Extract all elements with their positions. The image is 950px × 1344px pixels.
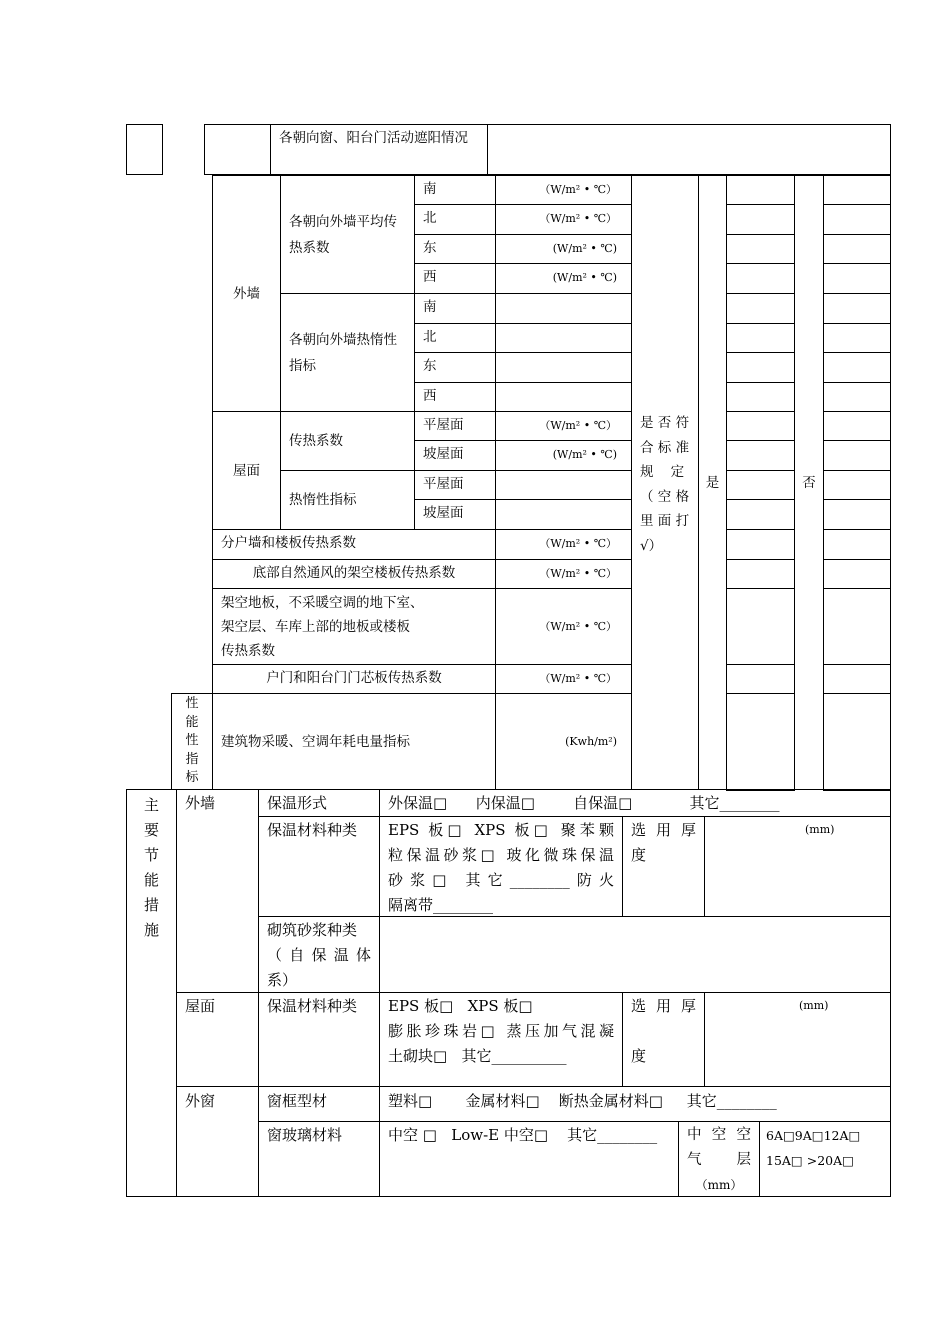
no-checkbox[interactable] — [823, 440, 891, 471]
value-west-inertia — [495, 382, 632, 412]
window-air-line-2: 气 层 — [687, 1152, 751, 1168]
yes-checkbox[interactable] — [726, 382, 795, 412]
unit-energy: (Kwh/m²) — [495, 693, 632, 790]
measures-window-label: 外窗 — [176, 1086, 259, 1197]
outer-wall-group: 外墙 — [212, 175, 281, 412]
perf-char-3: 性 — [185, 733, 199, 749]
wall-thickness-value: (mm) — [704, 816, 891, 917]
roof-thickness-value: (mm) — [704, 992, 891, 1087]
wall-material-line-1: EPS 板□ XPS 板□ 聚苯颗 — [388, 821, 614, 839]
shading-value — [487, 124, 891, 175]
roof-material-label: 保温材料种类 — [258, 992, 380, 1087]
dir-south-inertia: 南 — [414, 293, 496, 324]
yes-checkbox[interactable] — [726, 263, 795, 294]
dir-east-k: 东 — [414, 234, 496, 264]
floor-label — [212, 588, 496, 665]
compliance-line-3: 规 定 — [640, 464, 685, 480]
measures-char-1: 主 — [144, 796, 160, 814]
shading-label: 各朝向窗、阳台门活动遮阳情况 — [270, 124, 488, 175]
dir-north-inertia: 北 — [414, 323, 496, 353]
no-checkbox[interactable] — [823, 664, 891, 694]
perf-group — [171, 693, 213, 790]
window-air-label — [678, 1121, 760, 1197]
no-checkbox[interactable] — [823, 559, 891, 589]
roof-k-label: 传热系数 — [280, 411, 415, 471]
unit-overhead: （W/m² • ℃） — [495, 559, 632, 589]
wall-avg-k-label: 各朝向外墙平均传热系数 — [280, 175, 415, 294]
window-glass-label: 窗玻璃材料 — [258, 1121, 380, 1197]
roof-thickness-line-1: 选 用 厚 — [631, 997, 696, 1015]
window-frame-options: 塑料□ 金属材料□ 断热金属材料□ 其它________ — [379, 1086, 891, 1122]
unit-north-k: （W/m² • ℃） — [495, 204, 632, 235]
value-north-inertia — [495, 323, 632, 353]
energy-label: 建筑物采暖、空调年耗电量指标 — [212, 693, 496, 790]
dir-south-k: 南 — [414, 175, 496, 205]
roof-inertia-label: 热惰性指标 — [280, 470, 415, 530]
wall-form-options: 外保温□ 内保温□ 自保温□ 其它________ — [379, 789, 891, 817]
door-label: 户门和阳台门门芯板传热系数 — [212, 664, 496, 694]
no-checkbox[interactable] — [823, 411, 891, 441]
measures-char-4: 能 — [144, 871, 160, 889]
yes-checkbox[interactable] — [726, 234, 795, 264]
roof-material-line-2: 膨胀珍珠岩□ 蒸压加气混凝 — [388, 1022, 614, 1040]
top-blank-1 — [126, 124, 163, 175]
perf-char-2: 能 — [185, 714, 199, 730]
no-checkbox[interactable] — [823, 175, 891, 205]
value-south-inertia — [495, 293, 632, 324]
perf-char-4: 指 — [185, 751, 199, 767]
perf-char-5: 标 — [185, 770, 199, 786]
compliance-line-1: 是 否 符 — [640, 415, 690, 431]
yes-checkbox[interactable] — [726, 470, 795, 500]
no-checkbox[interactable] — [823, 323, 891, 353]
wall-mortar-value — [379, 916, 891, 993]
value-roof-slope-inertia — [495, 499, 632, 530]
value-east-inertia — [495, 352, 632, 383]
wall-inertia-label: 各朝向外墙热惰性指标 — [280, 293, 415, 412]
roof-flat-inertia: 平屋面 — [414, 470, 496, 500]
compliance-yes: 是 — [698, 175, 727, 790]
no-checkbox[interactable] — [823, 470, 891, 500]
perf-char-1: 性 — [185, 696, 199, 712]
no-checkbox[interactable] — [823, 588, 891, 665]
compliance-line-2: 合 标 准 — [640, 439, 690, 456]
wall-mortar-line-1: 砌筑砂浆种类 — [267, 921, 358, 939]
yes-checkbox[interactable] — [726, 693, 795, 791]
wall-form-label: 保温形式 — [258, 789, 380, 817]
wall-mortar-line-3: 系） — [267, 971, 298, 989]
roof-group: 屋面 — [212, 411, 281, 530]
measures-char-2: 要 — [144, 821, 160, 839]
roof-flat-k: 平屋面 — [414, 411, 496, 441]
measures-char-6: 施 — [144, 921, 160, 939]
partition-label: 分户墙和楼板传热系数 — [212, 529, 496, 560]
roof-material-options — [379, 992, 623, 1087]
roof-thickness-label — [622, 992, 705, 1087]
window-air-option-line-2: 15A□ >20A□ — [766, 1153, 854, 1168]
wall-thickness-label — [622, 816, 705, 917]
no-checkbox[interactable] — [823, 234, 891, 264]
wall-mortar-label — [258, 916, 380, 993]
dir-west-k: 西 — [414, 263, 496, 294]
window-air-options — [759, 1121, 891, 1197]
yes-checkbox[interactable] — [726, 664, 795, 694]
unit-partition: （W/m² • ℃） — [495, 529, 632, 560]
no-checkbox[interactable] — [823, 499, 891, 530]
wall-thickness-line-2: 度 — [631, 846, 647, 864]
dir-north-k: 北 — [414, 204, 496, 235]
wall-mortar-line-2: （ 自 保 温 体 — [267, 946, 371, 964]
no-checkbox[interactable] — [823, 263, 891, 294]
roof-thickness-line-2 — [631, 1019, 696, 1044]
compliance-line-6: √） — [640, 537, 663, 554]
yes-checkbox[interactable] — [726, 293, 795, 324]
measures-wall-label: 外墙 — [176, 789, 259, 993]
dir-east-inertia: 东 — [414, 352, 496, 383]
yes-checkbox[interactable] — [726, 323, 795, 353]
unit-roof-slope-k: (W/m² • ℃) — [495, 440, 632, 471]
yes-checkbox[interactable] — [726, 175, 795, 205]
no-checkbox[interactable] — [823, 352, 891, 383]
roof-thickness-line-3: 度 — [631, 1047, 647, 1065]
yes-checkbox[interactable] — [726, 529, 795, 560]
floor-label-line2: 架空层、车库上部的地板或楼板 — [221, 619, 410, 635]
window-glass-options: 中空 □ Low-E 中空□ 其它________ — [379, 1121, 679, 1197]
yes-checkbox[interactable] — [726, 352, 795, 383]
measures-roof-label: 屋面 — [176, 992, 259, 1087]
window-air-option-line-1: 6A□9A□12A□ — [766, 1128, 861, 1143]
unit-west-k: (W/m² • ℃) — [495, 263, 632, 294]
floor-label-line3: 传热系数 — [221, 643, 275, 659]
yes-checkbox[interactable] — [726, 440, 795, 471]
roof-slope-k: 坡屋面 — [414, 440, 496, 471]
unit-roof-flat-k: （W/m² • ℃） — [495, 411, 632, 441]
unit-floor: （W/m² • ℃） — [495, 588, 632, 665]
yes-checkbox[interactable] — [726, 411, 795, 441]
wall-material-label: 保温材料种类 — [258, 816, 380, 917]
value-roof-flat-inertia — [495, 470, 632, 500]
roof-material-line-1: EPS 板□ XPS 板□ — [388, 997, 533, 1015]
top-blank-2 — [204, 124, 271, 175]
yes-checkbox[interactable] — [726, 499, 795, 530]
no-checkbox[interactable] — [823, 529, 891, 560]
measures-char-3: 节 — [144, 846, 160, 864]
window-air-line-1: 中 空 空 — [687, 1127, 751, 1143]
unit-door: （W/m² • ℃） — [495, 664, 632, 694]
wall-material-line-4: 隔离带________ — [388, 896, 494, 914]
floor-label-line1: 架空地板，不采暖空调的地下室、 — [221, 595, 424, 611]
measures-char-5: 措 — [144, 896, 160, 914]
roof-slope-inertia: 坡屋面 — [414, 499, 496, 530]
overhead-label: 底部自然通风的架空楼板传热系数 — [212, 559, 496, 589]
wall-material-line-2: 粒保温砂浆□ 玻化微珠保温 — [388, 846, 614, 864]
measures-group — [126, 789, 177, 1197]
compliance-no: 否 — [794, 175, 824, 790]
no-checkbox[interactable] — [823, 693, 891, 791]
no-checkbox[interactable] — [823, 382, 891, 412]
dir-west-inertia: 西 — [414, 382, 496, 412]
no-checkbox[interactable] — [823, 204, 891, 235]
yes-checkbox[interactable] — [726, 204, 795, 235]
unit-east-k: (W/m² • ℃) — [495, 234, 632, 264]
window-air-line-3: （mm） — [695, 1178, 743, 1192]
compliance-label — [631, 175, 699, 790]
compliance-line-4: （ 空 格 — [640, 488, 690, 505]
unit-south-k: （W/m² • ℃） — [495, 175, 632, 205]
yes-checkbox[interactable] — [726, 559, 795, 589]
no-checkbox[interactable] — [823, 293, 891, 324]
wall-material-line-3: 砂浆□ 其它________防火 — [388, 871, 614, 889]
window-frame-label: 窗框型材 — [258, 1086, 380, 1122]
wall-material-options — [379, 816, 623, 917]
compliance-line-5: 里 面 打 — [640, 513, 690, 529]
wall-thickness-line-1: 选 用 厚 — [631, 821, 696, 839]
yes-checkbox[interactable] — [726, 588, 795, 665]
roof-material-line-3: 土砌块□ 其它__________ — [388, 1047, 567, 1065]
